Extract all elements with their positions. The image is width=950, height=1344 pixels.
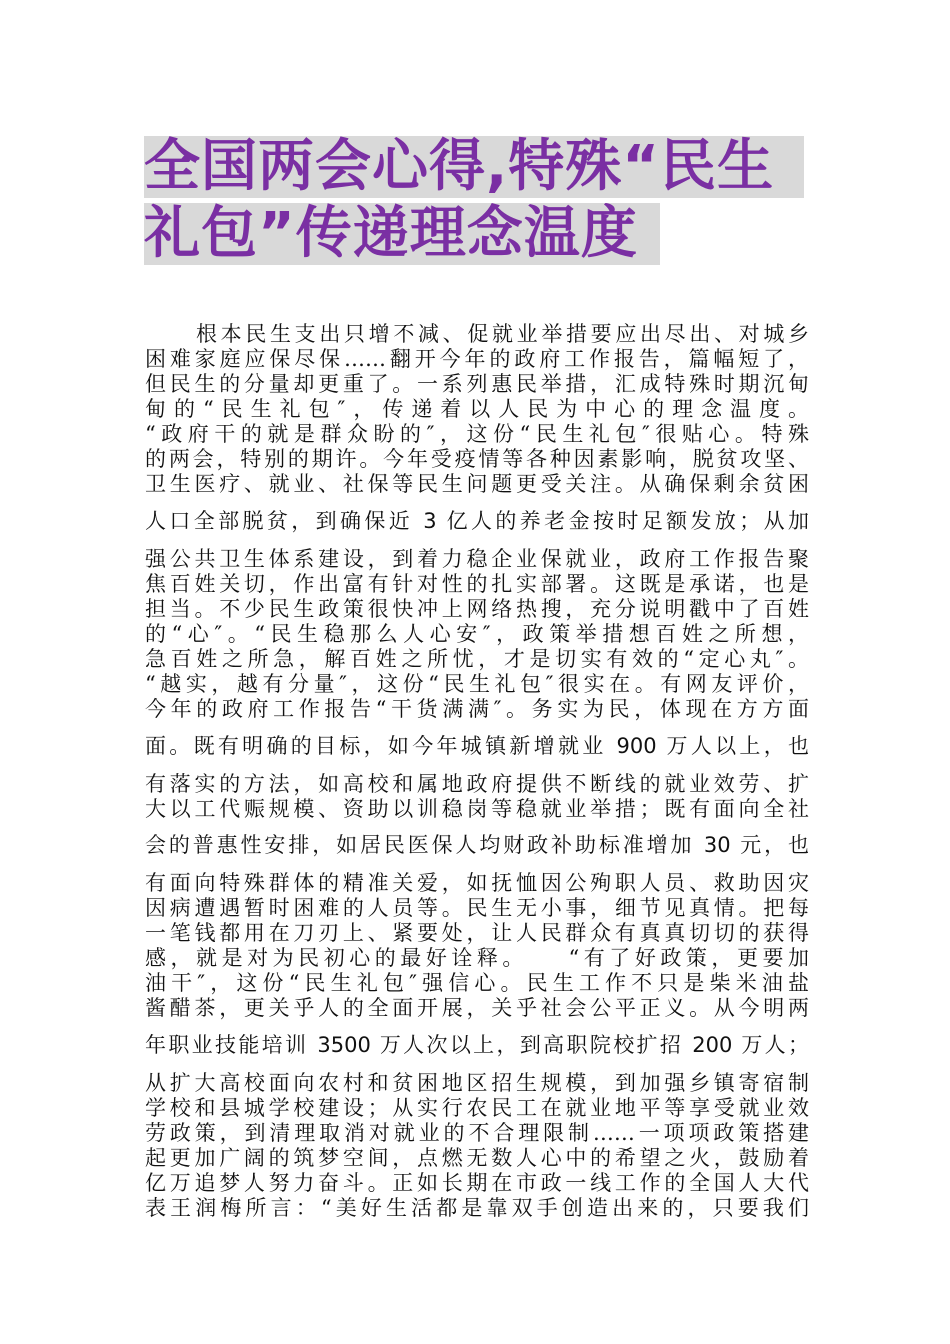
paragraph-line: 的“心″。“民生稳那么人心安″，政策举措想百姓之所想，: [145, 622, 809, 646]
paragraph-line: 亿万追梦人努力奋斗。正如长期在市政一线工作的全国人大代: [145, 1171, 809, 1195]
paragraph-line: 学校和县城学校建设；从实行农民工在就业地平等享受就业效: [145, 1096, 809, 1120]
paragraph-line: “越实，越有分量″，这份“民生礼包″很实在。有网友评价，: [145, 672, 809, 696]
paragraph-line: 卫生医疗、就业、社保等民生问题更受关注。从确保剩余贫困: [145, 472, 809, 496]
paragraph-line: 面。既有明确的目标，如今年城镇新增就业 900 万人以上，也: [145, 734, 809, 758]
paragraph-line: 大以工代赈规模、资助以训稳岗等稳就业举措；既有面向全社: [145, 797, 809, 821]
paragraph-line: 油干″，这份“民生礼包″强信心。民生工作不只是柴米油盐: [145, 971, 809, 995]
paragraph-line: 劳政策，到清理取消对就业的不合理限制……一项项政策搭建: [145, 1121, 809, 1145]
paragraph-line: 从扩大高校面向农村和贫困地区招生规模，到加强乡镇寄宿制: [145, 1071, 809, 1095]
paragraph-line: 酱醋茶，更关乎人的全面开展，关乎社会公平正义。从今明两: [145, 996, 809, 1020]
paragraph-line: 强公共卫生体系建设，到着力稳企业保就业，政府工作报告聚: [145, 547, 809, 571]
paragraph-line: 因病遭遇暂时困难的人员等。民生无小事，细节见真情。把每: [145, 896, 809, 920]
paragraph-line: 人口全部脱贫，到确保近 3 亿人的养老金按时足额发放；从加: [145, 509, 809, 533]
paragraph-line: 有落实的方法，如高校和属地政府提供不断线的就业效劳、扩: [145, 772, 809, 796]
paragraph-line: 今年的政府工作报告“干货满满″。务实为民，体现在方方面: [145, 697, 809, 721]
paragraph-line: 起更加广阔的筑梦空间，点燃无数人心中的希望之火，鼓励着: [145, 1146, 809, 1170]
paragraph-line: 感，就是对为民初心的最好诠释。 “有了好政策，更要加: [145, 946, 809, 970]
paragraph-line: 担当。不少民生政策很快冲上网络热搜，充分说明戳中了百姓: [145, 597, 809, 621]
paragraph-line: 焦百姓关切，作出富有针对性的扎实部署。这既是承诺，也是: [145, 572, 809, 596]
paragraph-line: 甸的“民生礼包″，传递着以人民为中心的理念温度。: [145, 397, 809, 421]
paragraph-line: 急百姓之所急，解百姓之所忧，才是切实有效的“定心丸″。: [145, 647, 809, 671]
paragraph-line: 的两会，特别的期许。今年受疫情等各种因素影响，脱贫攻坚、: [145, 447, 809, 471]
paragraph-line: 困难家庭应保尽保……翻开今年的政府工作报告，篇幅短了，: [145, 347, 809, 371]
document-title-line-1: 全国两会心得,特殊“民生: [144, 136, 804, 198]
paragraph-line: 年职业技能培训 3500 万人次以上，到高职院校扩招 200 万人；: [145, 1033, 809, 1057]
paragraph-line: 一笔钱都用在刀刃上、紧要处，让人民群众有真真切切的获得: [145, 921, 809, 945]
document-title-line-2: 礼包”传递理念温度: [144, 203, 660, 265]
paragraph-line: 有面向特殊群体的精准关爱，如抚恤因公殉职人员、救助因灾: [145, 871, 809, 895]
paragraph-line: 表王润梅所言：“美好生活都是靠双手创造出来的，只要我们: [145, 1196, 809, 1220]
paragraph-line: 会的普惠性安排，如居民医保人均财政补助标准增加 30 元，也: [145, 833, 809, 857]
paragraph-line: 但民生的分量却更重了。一系列惠民举措，汇成特殊时期沉甸: [145, 372, 809, 396]
paragraph-line: 根本民生支出只增不减、促就业举措要应出尽出、对城乡: [196, 322, 809, 346]
paragraph-line: “政府干的就是群众盼的″，这份“民生礼包″很贴心。特殊: [145, 422, 809, 446]
